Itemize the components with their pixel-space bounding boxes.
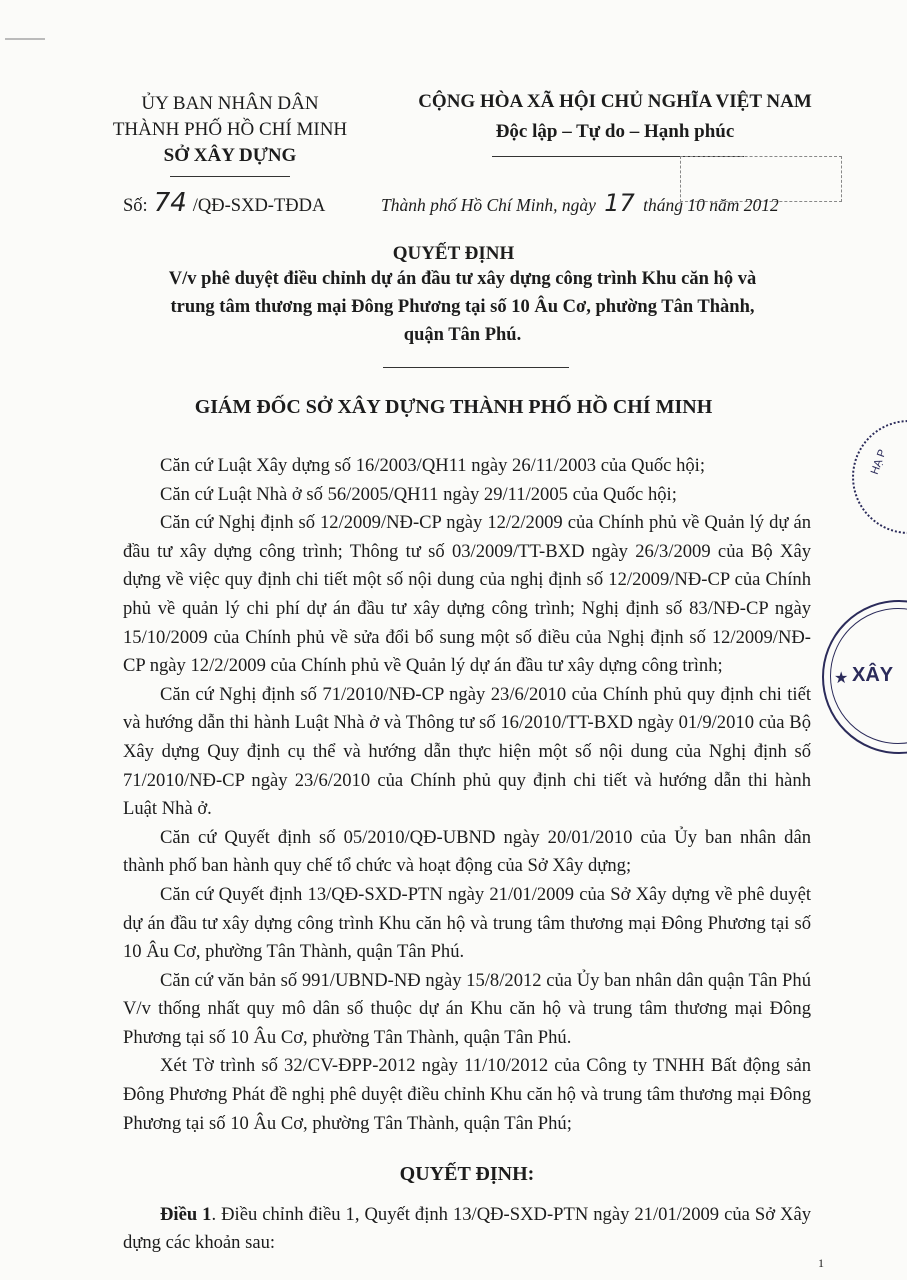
legal-basis-2: Căn cứ Luật Nhà ở số 56/2005/QH11 ngày 29/11/2005 của Quốc hội; bbox=[160, 483, 677, 505]
legal-basis-6: Căn cứ Quyết định 13/QĐ-SXD-PTN ngày 21/01/2009 của Sở Xây dựng về phê duyệt dự án đầu tư xây dựng công trình Khu căn hộ và trung tâm thương mại Đông Phương tại số 10 Âu Cơ, phường Tân Thành, quận Tân Phú. bbox=[123, 883, 811, 963]
legal-basis-7: Căn cứ văn bản số 991/UBND-NĐ ngày 15/8/2012 của Ủy ban nhân dân quận Tân Phú V/v thống nhất quy mô dân số thuộc dự án Khu căn hộ và trung tâm thương mại Đông Phương tại số 10 Âu Cơ, phường Tân Thành, quận Tân Phú. bbox=[123, 969, 811, 1048]
number-suffix: /QĐ-SXD-TĐDA bbox=[192, 196, 326, 216]
number-prefix: Số: bbox=[123, 196, 148, 216]
nation-header bbox=[375, 89, 855, 145]
article-1 bbox=[123, 1201, 811, 1258]
nation-line-2: Độc lập – Tự do – Hạnh phúc bbox=[495, 121, 735, 142]
article-1-label: Điều 1 bbox=[160, 1203, 212, 1225]
number-handwritten: 74 bbox=[153, 188, 187, 218]
seal-center-word: XÂY bbox=[852, 664, 894, 686]
date-month-year: tháng 10 năm 2012 bbox=[643, 195, 779, 215]
seal-star-icon: ★ bbox=[834, 670, 849, 687]
decision-heading: QUYẾT ĐỊNH: bbox=[399, 1163, 535, 1186]
date-prefix: Thành phố Hồ Chí Minh, ngày bbox=[381, 195, 596, 215]
seal-official bbox=[822, 600, 907, 754]
subject-underline bbox=[383, 367, 569, 368]
consideration: Xét Tờ trình số 32/CV-ĐPP-2012 ngày 11/10/2012 của Công ty TNHH Bất động sản Đông Phương Phát đề nghị phê duyệt điều chỉnh Khu căn hộ và trung tâm thương mại Đông Phương tại số 10 Âu Cơ, phường Tân Thành, quận Tân Phú; bbox=[123, 1055, 811, 1134]
seal-top-text: HẠ P bbox=[868, 447, 889, 477]
article-1-text: . Điều chỉnh điều 1, Quyết định 13/QĐ-SXD-PTN ngày 21/01/2009 của Sở Xây dựng các khoản sau: bbox=[123, 1203, 812, 1254]
page-number: 1 bbox=[818, 1256, 824, 1270]
agency-header bbox=[95, 91, 365, 169]
legal-basis-1: Căn cứ Luật Xây dựng số 16/2003/QH11 ngày 26/11/2003 của Quốc hội; bbox=[160, 455, 706, 476]
subject-line-2: trung tâm thương mại Đông Phương tại số 10 Âu Cơ, phường Tân Thành, bbox=[170, 297, 755, 317]
document-date bbox=[381, 189, 779, 217]
subject-line-1: V/v phê duyệt điều chỉnh dự án đầu tư xây dựng công trình Khu căn hộ và bbox=[168, 269, 757, 289]
date-day-handwritten: 17 bbox=[604, 189, 635, 217]
scan-mark bbox=[5, 38, 45, 40]
legal-basis-5: Căn cứ Quyết định số 05/2010/QĐ-UBND ngày 20/01/2010 của Ủy ban nhân dân thành phố ban hành quy chế tổ chức và hoạt động của Sở Xây dựng; bbox=[123, 826, 811, 877]
document-title: QUYẾT ĐỊNH bbox=[392, 243, 515, 264]
seal-top-partial bbox=[852, 420, 907, 534]
legal-basis-4: Căn cứ Nghị định số 71/2010/NĐ-CP ngày 23/6/2010 của Chính phủ quy định chi tiết và hướng dẫn thi hành Luật Nhà ở và Thông tư số 16/2010/TT-BXD ngày 01/9/2010 của Bộ Xây dựng Quy định cụ thể và hướng dẫn thực hiện một số nội dung của Nghị định số 71/2010/NĐ-CP ngày 23/6/2010 của Chính phủ quy định chi tiết và hướng dẫn thi hành Luật Nhà ở. bbox=[123, 683, 811, 820]
agency-line-3: SỞ XÂY DỰNG bbox=[163, 145, 297, 166]
issuing-authority: GIÁM ĐỐC SỞ XÂY DỰNG THÀNH PHỐ HỒ CHÍ MINH bbox=[194, 396, 713, 418]
document-number bbox=[123, 188, 325, 218]
nation-line-1: CỘNG HÒA XÃ HỘI CHỦ NGHĨA VIỆT NAM bbox=[418, 91, 812, 112]
subject-line-3: quận Tân Phú. bbox=[403, 325, 522, 345]
agency-line-2: THÀNH PHỐ HỒ CHÍ MINH bbox=[112, 119, 348, 140]
agency-line-1: ỦY BAN NHÂN DÂN bbox=[141, 93, 319, 114]
legal-basis-3: Căn cứ Nghị định số 12/2009/NĐ-CP ngày 12/2/2009 của Chính phủ về Quản lý dự án đầu tư xây dựng công trình; Thông tư số 03/2009/TT-BXD ngày 26/3/2009 của Bộ Xây dựng về việc quy định chi tiết một số nội dung của nghị định số 12/2009/NĐ-CP của Chính phủ về quản lý chi phí dự án đầu tư xây dựng công trình; Nghị định số 83/NĐ-CP ngày 15/10/2009 của Chính phủ về sửa đổi bổ sung một số điều của Nghị định số 12/2009/NĐ-CP ngày 12/2/2009 của Chính phủ về Quản lý dự án đầu tư xây dựng công trình; bbox=[123, 512, 811, 677]
document-subject bbox=[110, 265, 815, 349]
document-body bbox=[123, 452, 811, 1258]
agency-underline bbox=[170, 176, 290, 177]
